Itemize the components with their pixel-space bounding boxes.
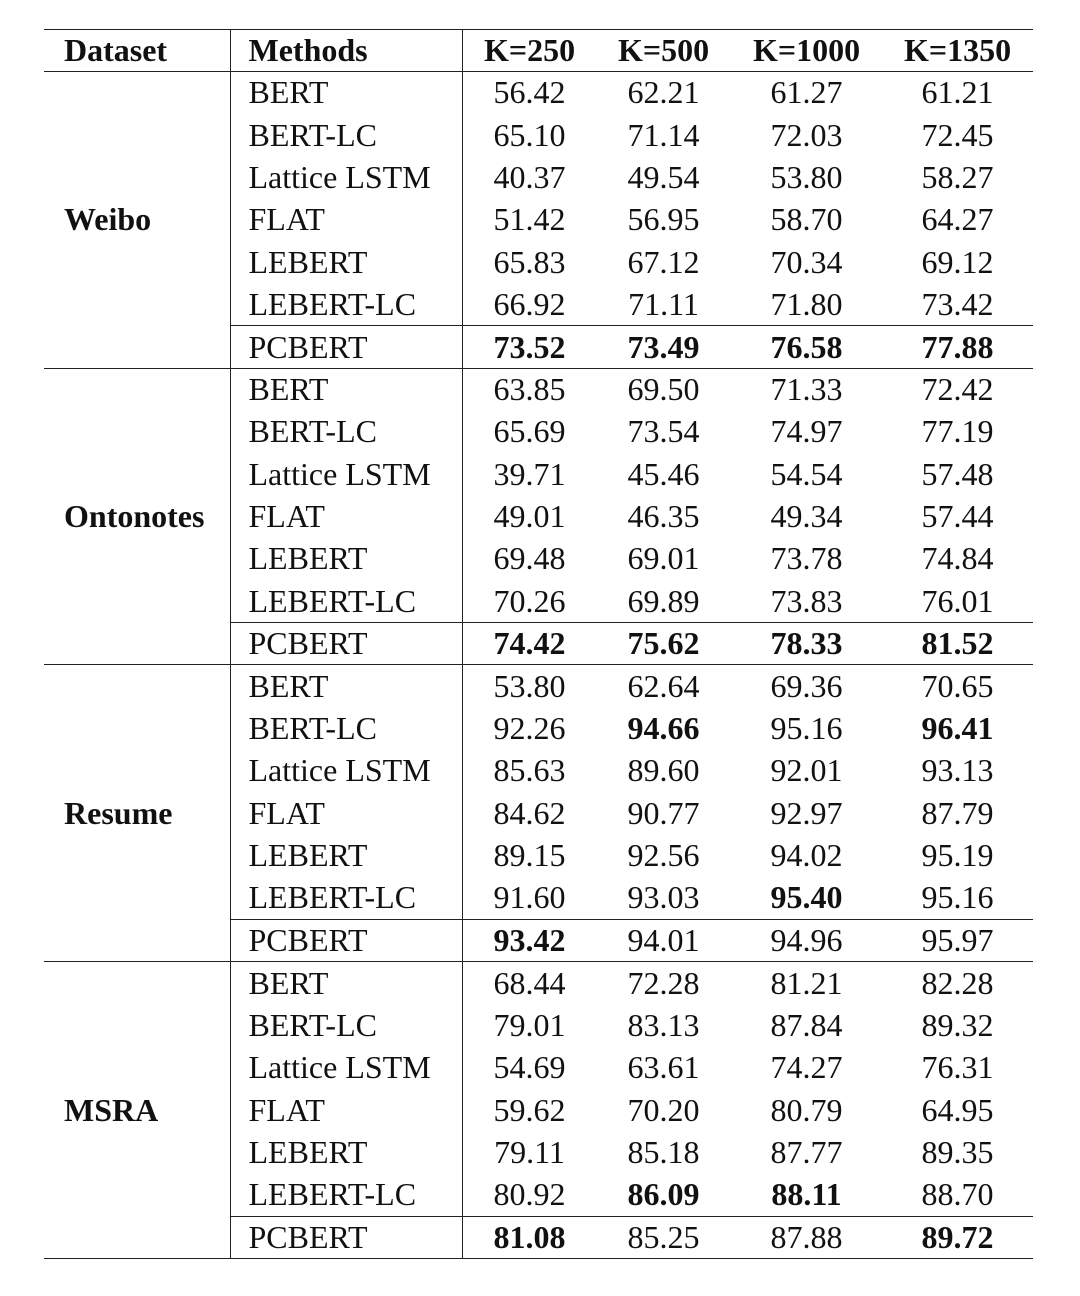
score-cell: 70.65 [921, 667, 994, 704]
method-name: FLAT [230, 495, 462, 537]
score-cell: 81.52 [883, 623, 1033, 665]
score-cell: 49.54 [627, 158, 700, 195]
score-cell: 81.21 [770, 964, 843, 1001]
score-cell: 73.49 [597, 326, 731, 368]
score-cell: 73.54 [627, 413, 700, 450]
score-cell: 69.89 [627, 582, 700, 619]
score-cell: 93.13 [921, 752, 994, 789]
score-cell: 70.20 [627, 1091, 700, 1128]
score-cell: 87.84 [770, 1006, 843, 1043]
score-cell: 76.01 [921, 582, 994, 619]
method-name: FLAT [230, 792, 462, 834]
score-cell: 74.42 [462, 623, 597, 665]
score-cell: 58.27 [921, 158, 994, 195]
score-cell: 57.48 [921, 455, 994, 492]
score-cell: 84.62 [493, 794, 566, 831]
dataset-label: MSRA [44, 962, 230, 1259]
score-cell: 72.42 [921, 371, 994, 408]
score-cell: 64.27 [921, 201, 994, 238]
method-name: BERT-LC [230, 114, 462, 156]
score-cell: 87.79 [921, 794, 994, 831]
score-cell: 67.12 [627, 243, 700, 280]
score-cell: 73.78 [770, 540, 843, 577]
score-cell: 54.69 [493, 1049, 566, 1086]
score-cell: 58.70 [770, 201, 843, 238]
header-methods: Methods [230, 30, 462, 72]
method-name: Lattice LSTM [230, 750, 462, 792]
score-cell: 70.34 [770, 243, 843, 280]
score-cell: 78.33 [731, 623, 883, 665]
results-table [44, 29, 1033, 1259]
score-cell: 69.12 [921, 243, 994, 280]
method-name: BERT-LC [230, 411, 462, 453]
score-cell: 95.40 [770, 879, 843, 916]
score-cell: 62.21 [627, 74, 700, 111]
method-name: PCBERT [230, 919, 462, 961]
score-cell: 95.97 [883, 919, 1033, 961]
table-body [44, 72, 1033, 1259]
score-cell: 70.26 [493, 582, 566, 619]
score-cell: 53.80 [493, 667, 566, 704]
score-cell: 54.54 [770, 455, 843, 492]
header-dataset: Dataset [44, 30, 230, 72]
score-cell: 88.11 [771, 1176, 842, 1213]
score-cell: 87.88 [731, 1216, 883, 1258]
method-name: Lattice LSTM [230, 453, 462, 495]
score-cell: 94.02 [770, 837, 843, 874]
score-cell: 69.36 [770, 667, 843, 704]
score-cell: 57.44 [921, 498, 994, 535]
score-cell: 85.18 [627, 1133, 700, 1170]
score-cell: 89.35 [921, 1133, 994, 1170]
score-cell: 95.19 [921, 837, 994, 874]
score-cell: 94.66 [627, 710, 700, 747]
score-cell: 56.42 [493, 74, 566, 111]
score-cell: 79.11 [494, 1133, 565, 1170]
score-cell: 39.71 [493, 455, 566, 492]
table-row [44, 368, 1033, 410]
method-name: PCBERT [230, 326, 462, 368]
score-cell: 72.45 [921, 116, 994, 153]
score-cell: 85.25 [597, 1216, 731, 1258]
score-cell: 61.21 [921, 74, 994, 111]
method-name: LEBERT-LC [230, 1174, 462, 1216]
table-row [44, 962, 1033, 1004]
score-cell: 71.33 [770, 371, 843, 408]
score-cell: 74.84 [921, 540, 994, 577]
method-name: LEBERT [230, 835, 462, 877]
header-k1000: K=1000 [731, 30, 883, 72]
score-cell: 63.61 [627, 1049, 700, 1086]
score-cell: 87.77 [770, 1133, 843, 1170]
table-row [44, 665, 1033, 707]
method-name: LEBERT [230, 241, 462, 283]
score-cell: 88.70 [921, 1176, 994, 1213]
method-name: BERT [230, 665, 462, 707]
method-name: LEBERT-LC [230, 283, 462, 325]
score-cell: 71.80 [770, 285, 843, 322]
score-cell: 71.11 [628, 285, 699, 322]
header-row [44, 30, 1033, 72]
score-cell: 66.92 [493, 285, 566, 322]
method-name: LEBERT [230, 1131, 462, 1173]
score-cell: 95.16 [770, 710, 843, 747]
score-cell: 89.15 [493, 837, 566, 874]
score-cell: 79.01 [493, 1006, 566, 1043]
score-cell: 63.85 [493, 371, 566, 408]
method-name: LEBERT [230, 538, 462, 580]
score-cell: 59.62 [493, 1091, 566, 1128]
score-cell: 75.62 [597, 623, 731, 665]
score-cell: 53.80 [770, 158, 843, 195]
method-name: Lattice LSTM [230, 1046, 462, 1088]
score-cell: 73.42 [921, 285, 994, 322]
score-cell: 94.01 [597, 919, 731, 961]
score-cell: 92.26 [493, 710, 566, 747]
score-cell: 91.60 [493, 879, 566, 916]
score-cell: 51.42 [493, 201, 566, 238]
score-cell: 92.56 [627, 837, 700, 874]
score-cell: 72.28 [627, 964, 700, 1001]
method-name: PCBERT [230, 623, 462, 665]
method-name: FLAT [230, 199, 462, 241]
method-name: Lattice LSTM [230, 156, 462, 198]
score-cell: 76.58 [731, 326, 883, 368]
dataset-label: Resume [44, 665, 230, 962]
score-cell: 40.37 [493, 158, 566, 195]
header-k1350: K=1350 [883, 30, 1033, 72]
score-cell: 93.42 [462, 919, 597, 961]
score-cell: 71.14 [627, 116, 700, 153]
table-row [44, 72, 1033, 114]
score-cell: 65.83 [493, 243, 566, 280]
score-cell: 49.01 [493, 498, 566, 535]
method-name: BERT [230, 368, 462, 410]
score-cell: 77.19 [921, 413, 994, 450]
score-cell: 65.10 [493, 116, 566, 153]
score-cell: 73.83 [770, 582, 843, 619]
score-cell: 49.34 [770, 498, 843, 535]
score-cell: 93.03 [627, 879, 700, 916]
score-cell: 83.13 [627, 1006, 700, 1043]
score-cell: 77.88 [883, 326, 1033, 368]
score-cell: 56.95 [627, 201, 700, 238]
score-cell: 76.31 [921, 1049, 994, 1086]
score-cell: 89.32 [921, 1006, 994, 1043]
score-cell: 85.63 [493, 752, 566, 789]
header-k500: K=500 [597, 30, 731, 72]
score-cell: 69.01 [627, 540, 700, 577]
score-cell: 69.48 [493, 540, 566, 577]
method-name: LEBERT-LC [230, 877, 462, 919]
score-cell: 72.03 [770, 116, 843, 153]
score-cell: 86.09 [627, 1176, 700, 1213]
dataset-label: Weibo [44, 72, 230, 369]
score-cell: 65.69 [493, 413, 566, 450]
dataset-label: Ontonotes [44, 368, 230, 665]
score-cell: 94.96 [731, 919, 883, 961]
method-name: BERT [230, 962, 462, 1004]
score-cell: 68.44 [493, 964, 566, 1001]
score-cell: 73.52 [462, 326, 597, 368]
score-cell: 89.60 [627, 752, 700, 789]
score-cell: 80.92 [493, 1176, 566, 1213]
method-name: FLAT [230, 1089, 462, 1131]
score-cell: 92.01 [770, 752, 843, 789]
score-cell: 95.16 [921, 879, 994, 916]
score-cell: 92.97 [770, 794, 843, 831]
method-name: LEBERT-LC [230, 580, 462, 622]
score-cell: 64.95 [921, 1091, 994, 1128]
score-cell: 81.08 [462, 1216, 597, 1258]
method-name: BERT-LC [230, 1004, 462, 1046]
score-cell: 74.97 [770, 413, 843, 450]
header-k250: K=250 [462, 30, 597, 72]
method-name: PCBERT [230, 1216, 462, 1258]
score-cell: 82.28 [921, 964, 994, 1001]
method-name: BERT-LC [230, 707, 462, 749]
score-cell: 61.27 [770, 74, 843, 111]
score-cell: 96.41 [921, 710, 994, 747]
score-cell: 62.64 [627, 667, 700, 704]
method-name: BERT [230, 72, 462, 114]
score-cell: 46.35 [627, 498, 700, 535]
score-cell: 80.79 [770, 1091, 843, 1128]
score-cell: 69.50 [627, 371, 700, 408]
score-cell: 74.27 [770, 1049, 843, 1086]
score-cell: 45.46 [627, 455, 700, 492]
score-cell: 90.77 [627, 794, 700, 831]
score-cell: 89.72 [883, 1216, 1033, 1258]
